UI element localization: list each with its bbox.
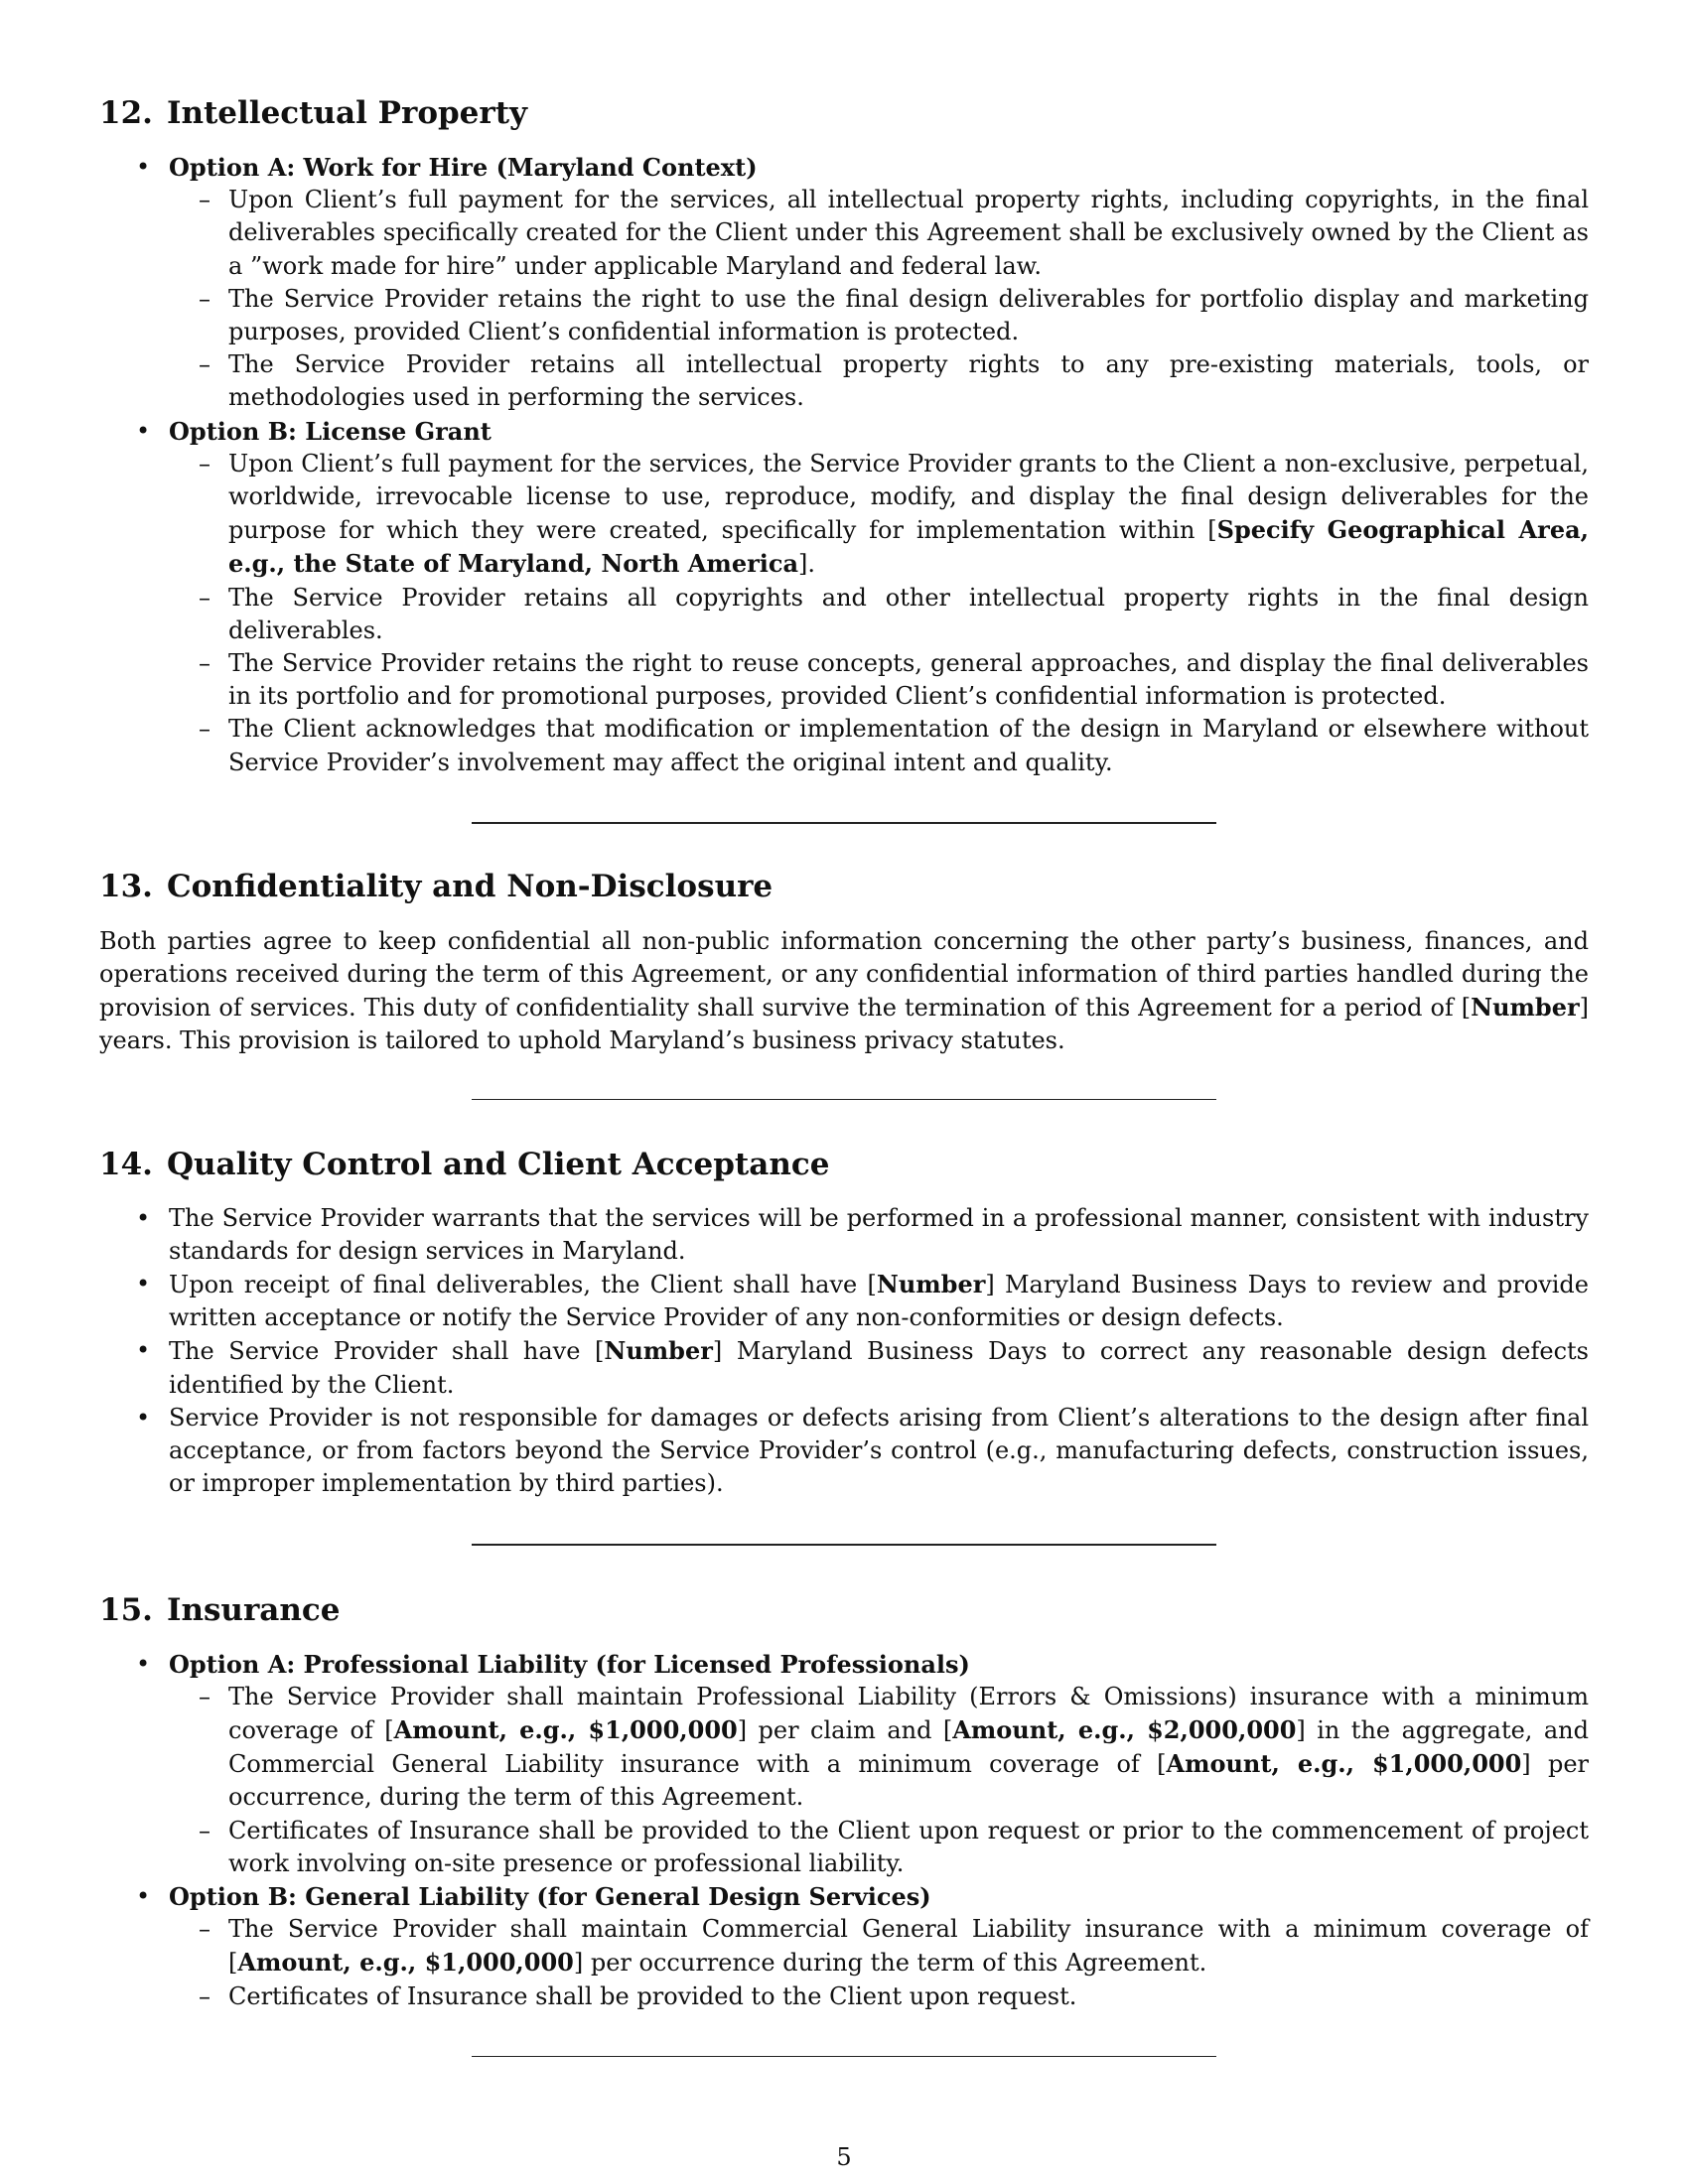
section-divider xyxy=(472,2056,1216,2057)
section-heading: 15. Insurance xyxy=(99,1591,341,1628)
section-intellectual-property xyxy=(99,91,1589,779)
list-item: – The Service Provider shall maintain Professional Liability (Errors & Omissions) insurance with a minimum coverage of [Amount, e.g., $1,000,000] per claim and [Amount, e.g., $2,000,000] in the aggregate, and Commercial General Liability insurance with a minimum coverage of [Amount, e.g., $1,000,000] per occurrence, during the term of this Agreement. xyxy=(169,1681,1589,1815)
option-label: • Option A: Work for Hire (Maryland Context) xyxy=(169,153,758,182)
placeholder-field: Number xyxy=(876,1270,986,1299)
confidentiality-paragraph: Both parties agree to keep confidential all non-public information concerning the other party’s business, finances, and operations received during the term of this Agreement, or any confidential information of third parties handled during the provision of services. This duty of confidentiality shall survive the termination of this Agreement for a period of [Number] years. This provision is tailored to uphold Maryland’s business privacy statutes. xyxy=(99,926,1589,1055)
section-quality-control xyxy=(99,1143,1589,1501)
option-b-general-liability xyxy=(99,1880,1589,2013)
placeholder-field: Number xyxy=(1471,993,1580,1023)
option-b-license-grant xyxy=(99,415,1589,779)
placeholder-field: Amount, e.g., $1,000,000 xyxy=(393,1714,738,1744)
list-item: – The Service Provider retains all intellectual property rights to any pre-existing materials, tools, or methodologies used in performing the services. xyxy=(169,348,1589,414)
list-item: – The Service Provider retains the right to reuse concepts, general approaches, and display the final deliverables in its portfolio and for promotional purposes, provided Client’s confidential information is protected. xyxy=(169,647,1589,713)
list-item: • The Service Provider shall have [Number] Maryland Business Days to correct any reasonable design defects identified by the Client. xyxy=(99,1334,1589,1401)
list-item: – The Client acknowledges that modification or implementation of the design in Maryland or elsewhere without Service Provider’s involvement may affect the original intent and quality. xyxy=(169,713,1589,778)
list-item: • Service Provider is not responsible for damages or defects arising from Client’s alterations to the design after final acceptance, or from factors beyond the Service Provider’s control (e.g., manufacturing defects, construction issues, or improper implementation by third parties). xyxy=(99,1402,1589,1501)
section-heading: 12. Intellectual Property xyxy=(99,95,528,131)
placeholder-field: Amount, e.g., $1,000,000 xyxy=(1166,1749,1522,1779)
option-a-work-for-hire xyxy=(99,151,1589,415)
section-insurance xyxy=(99,1588,1589,2013)
document-page xyxy=(99,91,1589,2057)
section-heading: 14. Quality Control and Client Acceptance xyxy=(99,1146,830,1182)
option-label: • Option A: Professional Liability (for Licensed Professionals) xyxy=(169,1649,970,1679)
list-item: – Certificates of Insurance shall be provided to the Client upon request or prior to the commencement of project work involving on-site presence or professional liability. xyxy=(169,1815,1589,1880)
list-item: • The Service Provider warrants that the services will be performed in a professional manner, consistent with industry standards for design services in Maryland. xyxy=(99,1202,1589,1268)
option-a-professional-liability xyxy=(99,1648,1589,1880)
placeholder-field: Number xyxy=(604,1336,713,1366)
placeholder-field: Amount, e.g., $1,000,000 xyxy=(237,1948,574,1978)
list-item: • Upon receipt of final deliverables, the Client shall have [Number] Maryland Business Days to review and provide written acceptance or notify the Service Provider of any non-conformities or design defects. xyxy=(99,1268,1589,1334)
section-heading: 13. Confidentiality and Non-Disclosure xyxy=(99,868,774,904)
placeholder-field: Amount, e.g., $2,000,000 xyxy=(952,1714,1297,1744)
option-label: • Option B: General Liability (for General Design Services) xyxy=(169,1881,931,1911)
list-item: – The Service Provider retains all copyrights and other intellectual property rights in the final design deliverables. xyxy=(169,582,1589,647)
option-label: • Option B: License Grant xyxy=(169,416,492,446)
list-item: – The Service Provider retains the right to use the final design deliverables for portfolio display and marketing purposes, provided Client’s confidential information is protected. xyxy=(169,283,1589,348)
list-item: – Upon Client’s full payment for the services, all intellectual property rights, including copyrights, in the final deliverables specifically created for the Client under this Agreement shall be exclusively owned by the Client as a ”work made for hire” under applicable Maryland and federal law. xyxy=(169,184,1589,283)
section-confidentiality xyxy=(99,865,1589,1058)
placeholder-field: Specify Geographical Area, e.g., the State of Maryland, North America xyxy=(228,515,1589,579)
list-item: – The Service Provider shall maintain Commercial General Liability insurance with a minimum coverage of [Amount, e.g., $1,000,000] per occurrence during the term of this Agreement. xyxy=(169,1913,1589,1979)
page-number: 5 xyxy=(836,2143,852,2171)
list-item: – Certificates of Insurance shall be provided to the Client upon request. xyxy=(169,1980,1589,2013)
list-item: – Upon Client’s full payment for the services, the Service Provider grants to the Client a non-exclusive, perpetual, worldwide, irrevocable license to use, reproduce, modify, and display the final design deliverables for the purpose for which they were created, specifically for implementation within [Specify Geographical Area, e.g., the State of Maryland, North America]. xyxy=(169,448,1589,582)
